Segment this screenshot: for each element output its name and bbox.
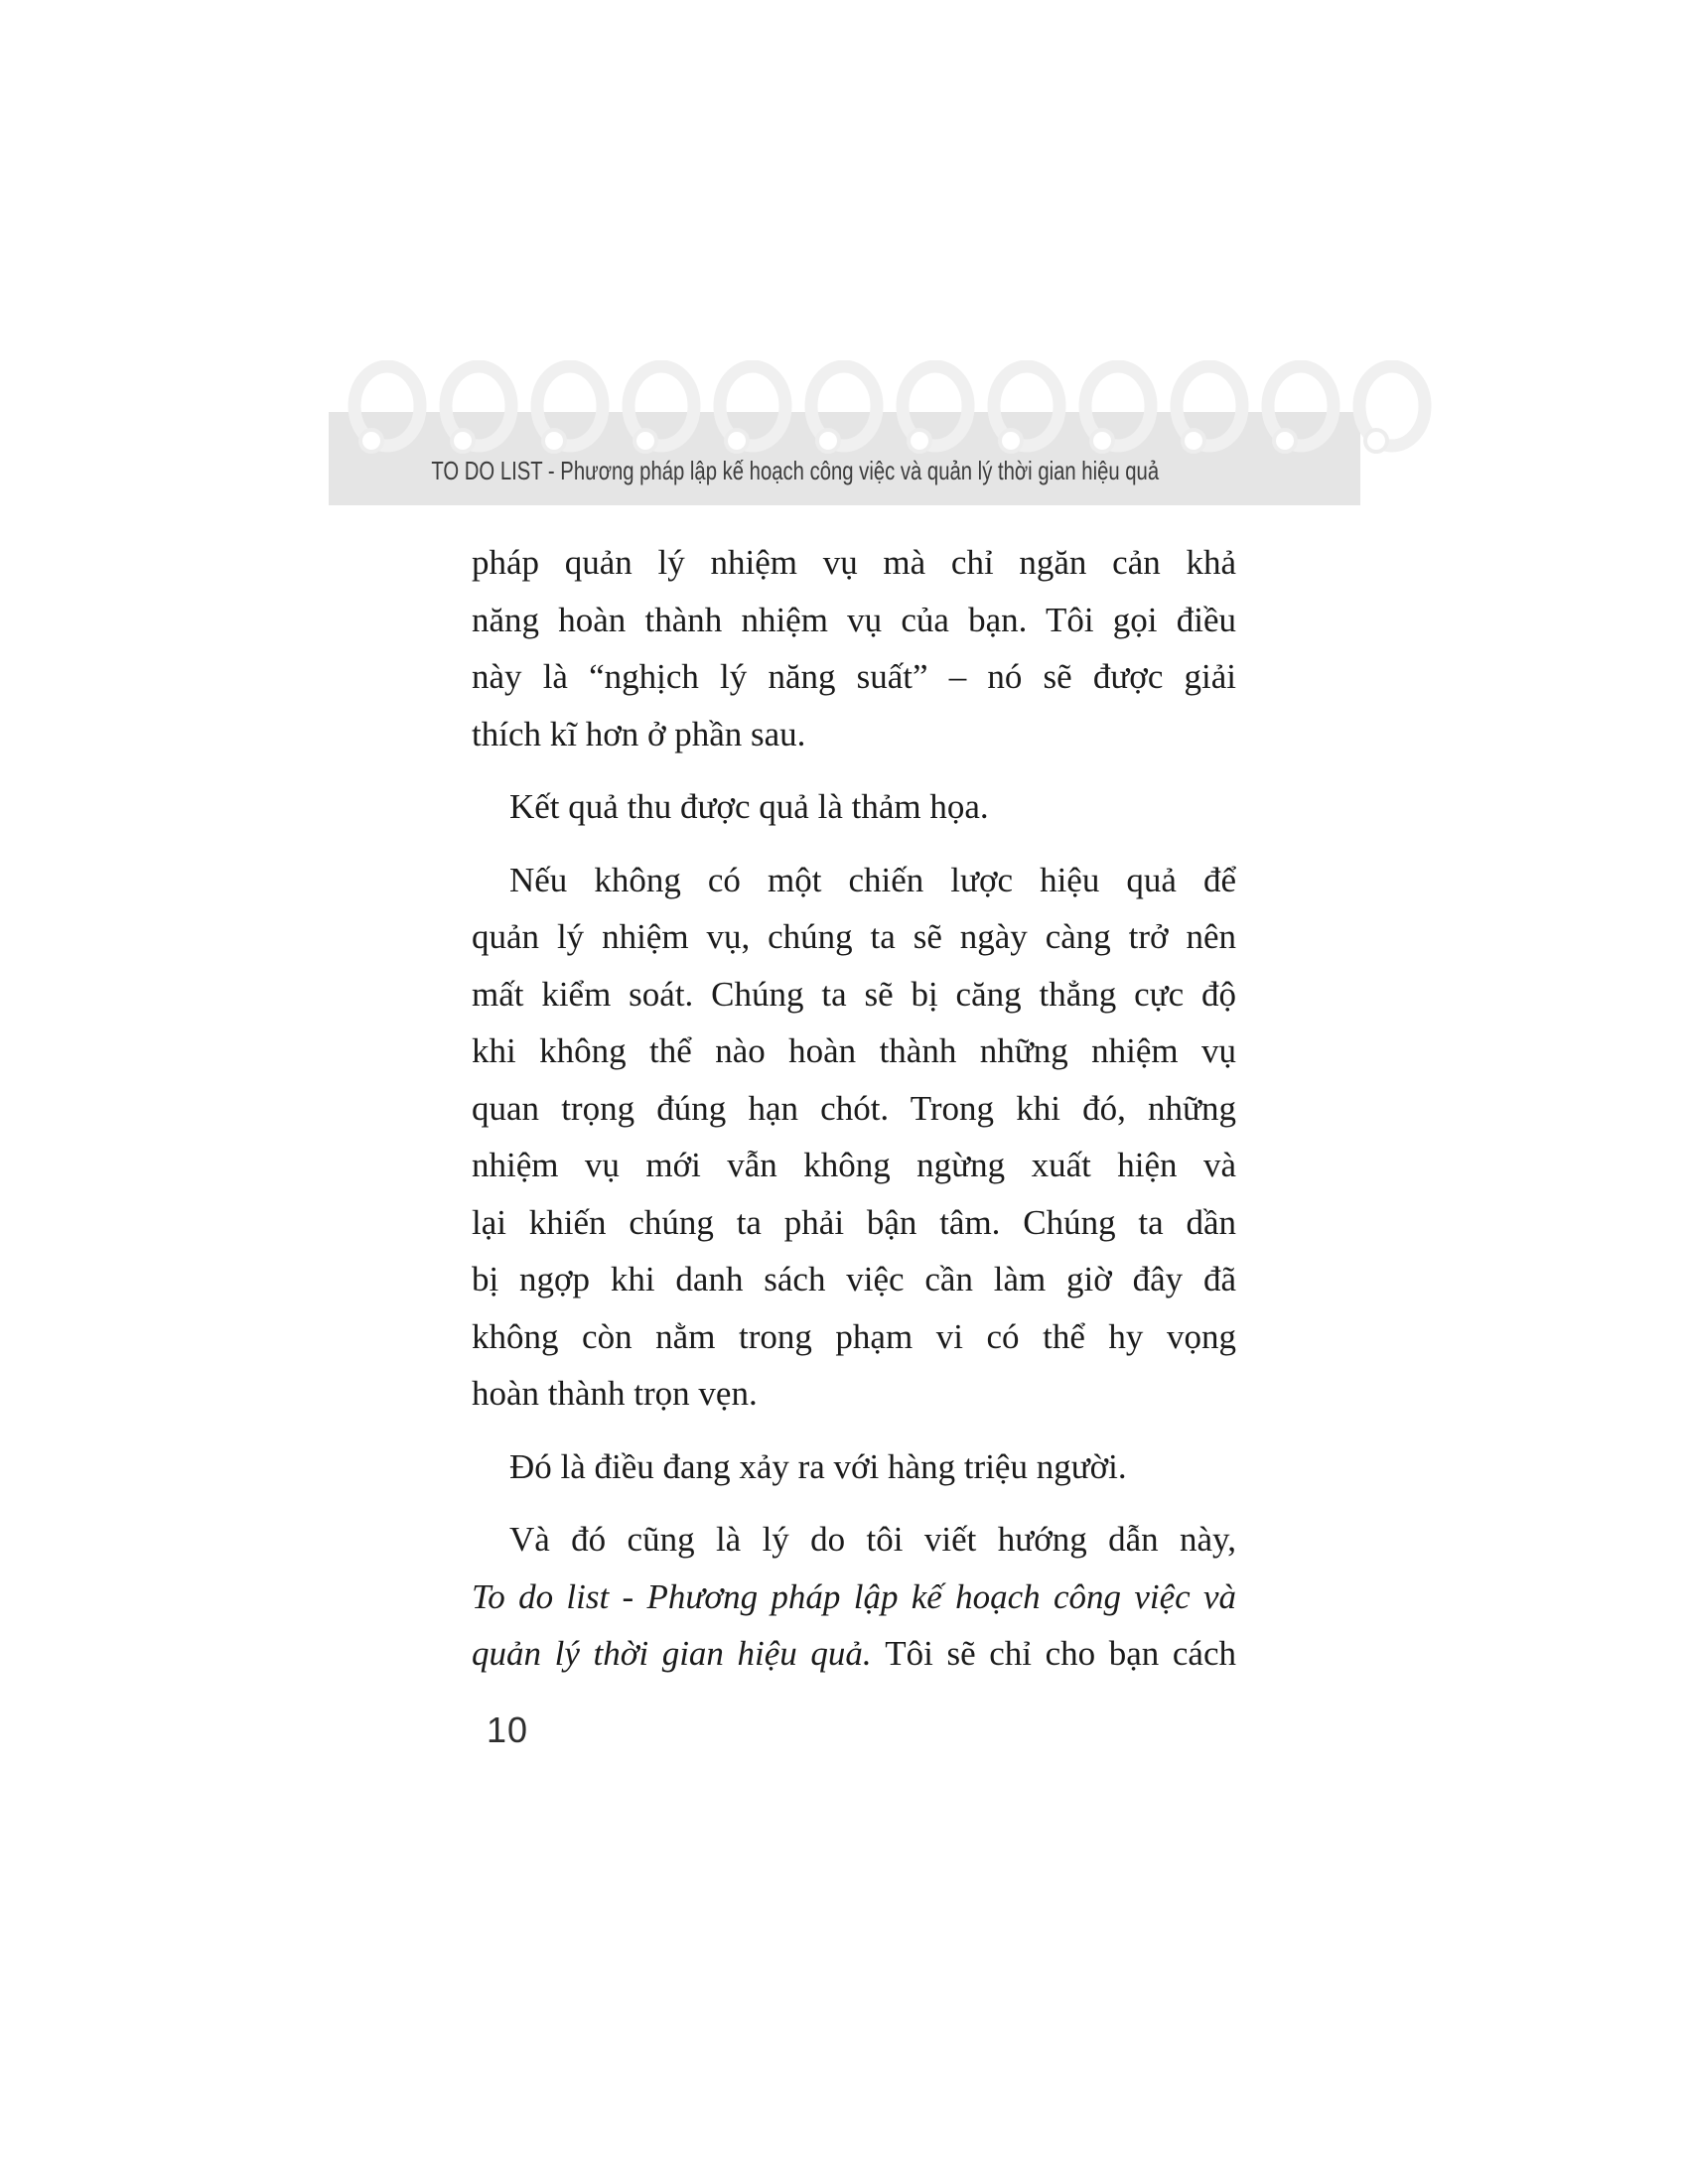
binder-ring-icon [1076, 360, 1160, 454]
text-line [472, 1194, 1236, 1252]
body-text-segment: Và đó cũng là lý do tôi viết hướng dẫn này, [509, 1520, 1236, 1559]
body-text-segment: hoàn thành trọn vẹn. [472, 1374, 758, 1413]
body-text-segment: năng hoàn thành nhiệm vụ của bạn. Tôi gọi điều [472, 600, 1236, 639]
text-line [472, 1511, 1236, 1569]
running-header-text: TO DO LIST - Phương pháp lập kế hoạch công việc và quản lý thời gian hiệu quả [431, 456, 1160, 485]
body-text-segment: nhiệm vụ mới vẫn không ngừng xuất hiện và [472, 1146, 1236, 1184]
body-text-segment: bị ngợp khi danh sách việc cần làm giờ đây đã [472, 1260, 1236, 1298]
body-text-segment: Tôi sẽ chỉ cho bạn cách [885, 1634, 1236, 1673]
body-text-segment: quản lý nhiệm vụ, chúng ta sẽ ngày càng trở nên [472, 917, 1236, 956]
text-line [472, 852, 1236, 909]
binder-ring-icon [802, 360, 886, 454]
binder-ring-icon [985, 360, 1068, 454]
body-text-segment: mất kiểm soát. Chúng ta sẽ bị căng thẳng cực độ [472, 974, 1236, 1014]
binder-ring-icon [1259, 360, 1342, 454]
body-paragraph [472, 778, 1236, 836]
body-paragraph [472, 534, 1236, 762]
text-line [472, 1023, 1236, 1080]
text-line [472, 1251, 1236, 1308]
spiral-binding [346, 360, 1434, 454]
text-line [472, 648, 1236, 706]
text-line [472, 592, 1236, 649]
book-title-italic-text: To do list - Phương pháp lập kế hoạch công việc và [472, 1576, 1236, 1616]
text-line [472, 1308, 1236, 1366]
running-header [329, 456, 1220, 486]
text-line [472, 1137, 1236, 1194]
body-text-segment: Kết quả thu được quả là thảm họa. [509, 787, 989, 826]
body-text-segment: lại khiến chúng ta phải bận tâm. Chúng ta dần [472, 1202, 1236, 1242]
binder-ring-icon [894, 360, 977, 454]
text-line [472, 966, 1236, 1024]
book-title-italic-text: quản lý thời gian hiệu quả. [472, 1634, 886, 1673]
body-paragraph [472, 852, 1236, 1423]
body-text-segment: pháp quản lý nhiệm vụ mà chỉ ngăn cản khả [472, 543, 1236, 582]
body-text-segment: này là “nghịch lý năng suất” – nó sẽ được giải [472, 657, 1236, 696]
page-number: 10 [487, 1709, 529, 1750]
body-text-segment: khi không thể nào hoàn thành những nhiệm vụ [472, 1031, 1236, 1070]
text-line [472, 1438, 1236, 1496]
binder-ring-icon [346, 360, 429, 454]
text-line [472, 1080, 1236, 1138]
body-text-segment: thích kĩ hơn ở phần sau. [472, 714, 806, 753]
binder-ring-icon [620, 360, 703, 454]
binder-ring-icon [528, 360, 612, 454]
text-line [472, 1569, 1236, 1626]
text-line [472, 1365, 1236, 1423]
body-text [472, 534, 1236, 1683]
text-line [472, 908, 1236, 966]
binder-ring-icon [1168, 360, 1251, 454]
body-paragraph [472, 1438, 1236, 1496]
binder-ring-icon [437, 360, 520, 454]
body-paragraph [472, 1511, 1236, 1683]
body-text-segment: Nếu không có một chiến lược hiệu quả để [509, 860, 1236, 899]
body-text-segment: Đó là điều đang xảy ra với hàng triệu người. [509, 1446, 1127, 1486]
text-line [472, 534, 1236, 592]
text-line [472, 1625, 1236, 1683]
binder-ring-icon [711, 360, 794, 454]
body-text-segment: không còn nằm trong phạm vi có thể hy vọng [472, 1316, 1236, 1356]
binder-ring-icon [1350, 360, 1434, 454]
text-line [472, 706, 1236, 763]
text-line [472, 778, 1236, 836]
body-text-segment: quan trọng đúng hạn chót. Trong khi đó, những [472, 1088, 1236, 1128]
